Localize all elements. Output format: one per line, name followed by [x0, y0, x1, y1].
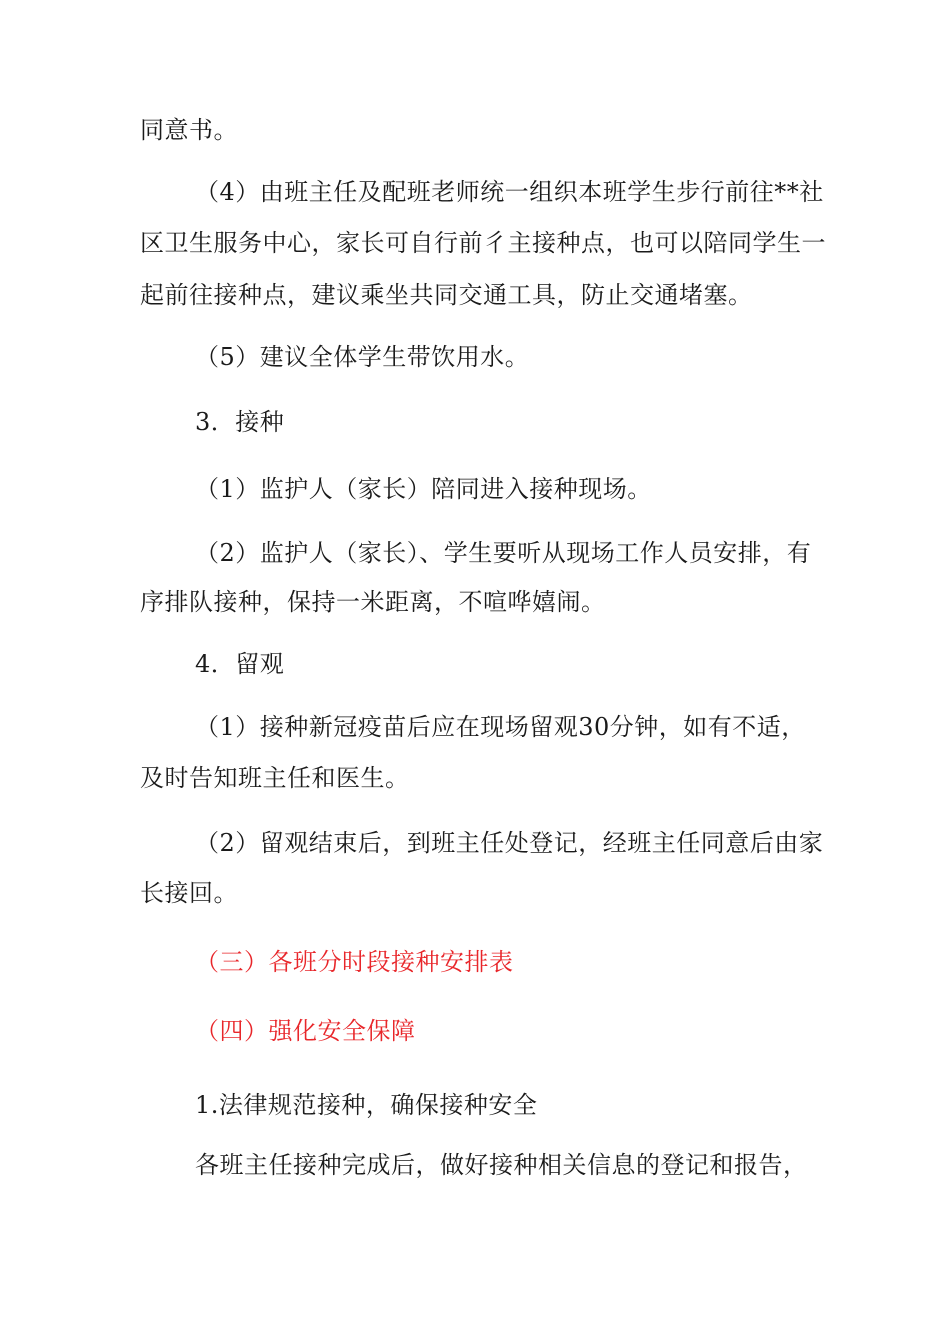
text-line-8: （2）监护人（家长）、学生要听从现场工作人员安排，有 [195, 539, 812, 567]
red-heading-safety: （四）强化安全保障 [195, 1017, 416, 1045]
text-line-13: （2）留观结束后，到班主任处登记，经班主任同意后由家 [195, 829, 824, 857]
text-line-11: （1）接种新冠疫苗后应在现场留观30分钟，如有不适， [195, 713, 806, 741]
text-line-2: （4）由班主任及配班老师统一组织本班学生步行前往**社 [195, 178, 824, 206]
subheading-legal: 1.法律规范接种，确保接种安全 [195, 1091, 538, 1119]
text-line-14: 长接回。 [140, 879, 238, 907]
section-heading-3: 3．接种 [195, 408, 285, 436]
text-line-3: 区卫生服务中心，家长可自行前彳主接种点，也可以陪同学生一 [140, 229, 826, 257]
section-heading-4: 4．留观 [195, 650, 285, 678]
text-line-1: 同意书。 [140, 116, 238, 144]
text-line-9: 序排队接种，保持一米距离，不喧哗嬉闹。 [140, 588, 606, 616]
text-line-12: 及时告知班主任和医生。 [140, 764, 410, 792]
text-line-7: （1）监护人（家长）陪同进入接种现场。 [195, 475, 652, 503]
text-line-18: 各班主任接种完成后，做好接种相关信息的登记和报告， [195, 1151, 808, 1179]
red-heading-schedule: （三）各班分时段接种安排表 [195, 948, 514, 976]
text-line-4: 起前往接种点，建议乘坐共同交通工具，防止交通堵塞。 [140, 281, 753, 309]
text-line-5: （5）建议全体学生带饮用水。 [195, 343, 530, 371]
